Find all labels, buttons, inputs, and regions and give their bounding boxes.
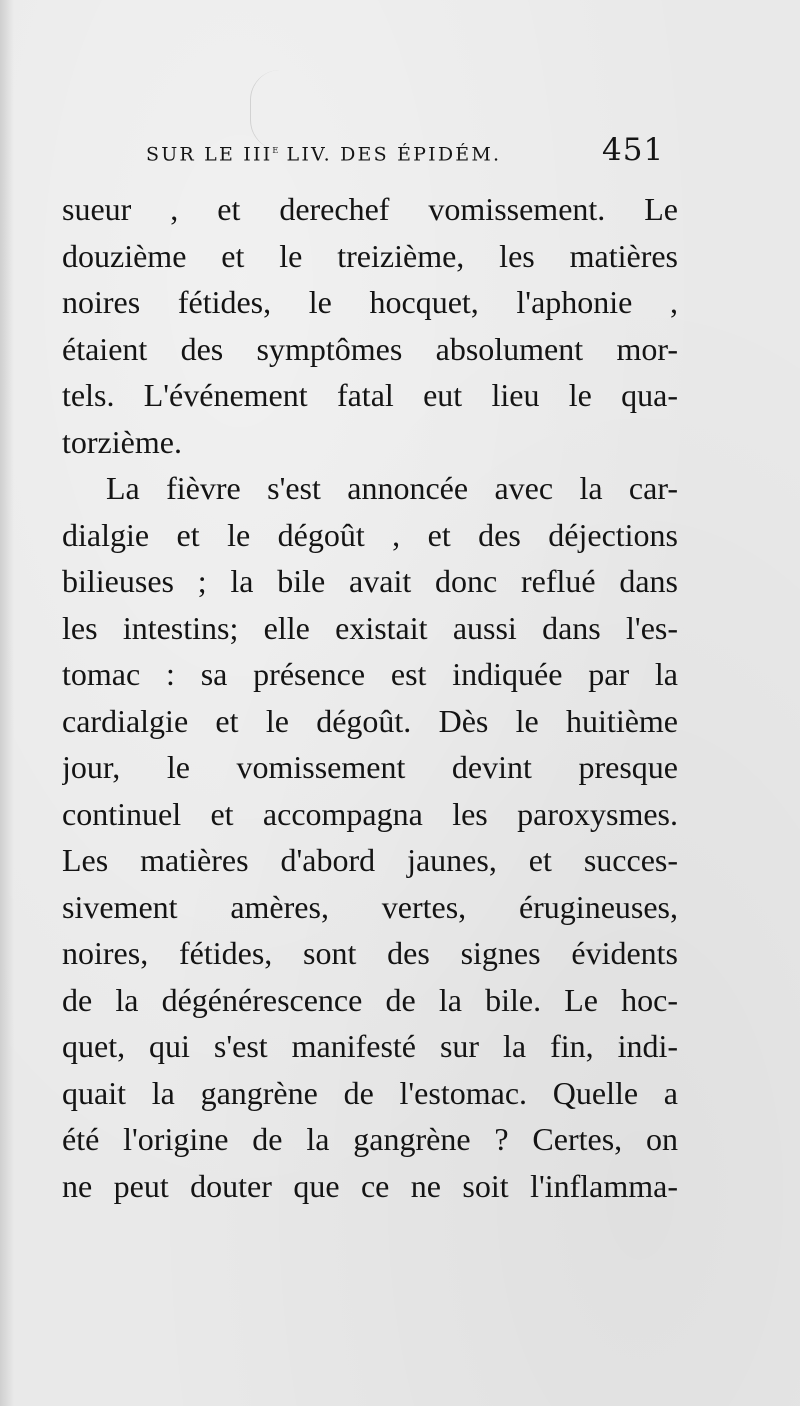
text-line: noires, fétides, sont des signes évidents bbox=[62, 935, 678, 971]
text-line: douzième et le treizième, les matières bbox=[62, 237, 678, 274]
text-line: bilieuses ; la bile avait donc reflué dans bbox=[62, 563, 678, 599]
text-line: sueur , et derechef vomissement. Le bbox=[62, 191, 678, 227]
text-line: tels. L'événement fatal eut lieu le qua- bbox=[62, 377, 678, 413]
text-line: tomac : sa présence est indiquée par la bbox=[62, 656, 678, 692]
page-edge-shadow bbox=[0, 0, 14, 1406]
running-head-title: SUR LE IIIe LIV. DES ÉPIDÉM. bbox=[146, 142, 502, 166]
text-line: dialgie et le dégoût , et des déjections bbox=[62, 516, 678, 553]
text-line: torzième. bbox=[62, 423, 182, 460]
body-text bbox=[62, 186, 678, 1209]
text-line: jour, le vomissement devint presque bbox=[62, 749, 678, 785]
text-line: été l'origine de la gangrène ? Certes, on bbox=[62, 1121, 678, 1157]
text-line: de la dégénérescence de la bile. Le hoc- bbox=[62, 981, 678, 1018]
text-line: étaient des symptômes absolument mor- bbox=[62, 330, 678, 367]
text-line: les intestins; elle existait aussi dans l'es- bbox=[62, 609, 678, 646]
text-line: Les matières d'abord jaunes, et succes- bbox=[62, 842, 678, 878]
running-head bbox=[146, 132, 686, 172]
text-line: La fièvre s'est annoncée avec la car- bbox=[106, 470, 678, 506]
text-line: sivement amères, vertes, érugineuses, bbox=[62, 888, 678, 925]
text-line: continuel et accompagna les paroxysmes. bbox=[62, 795, 678, 832]
text-line: cardialgie et le dégoût. Dès le huitième bbox=[62, 702, 678, 739]
text-line: ne peut douter que ce ne soit l'inflamma- bbox=[62, 1167, 678, 1204]
text-line: quet, qui s'est manifesté sur la fin, indi- bbox=[62, 1028, 678, 1064]
text-line: noires fétides, le hocquet, l'aphonie , bbox=[62, 284, 678, 320]
page-number: 451 bbox=[602, 132, 665, 168]
text-line: quait la gangrène de l'estomac. Quelle a bbox=[62, 1074, 678, 1111]
